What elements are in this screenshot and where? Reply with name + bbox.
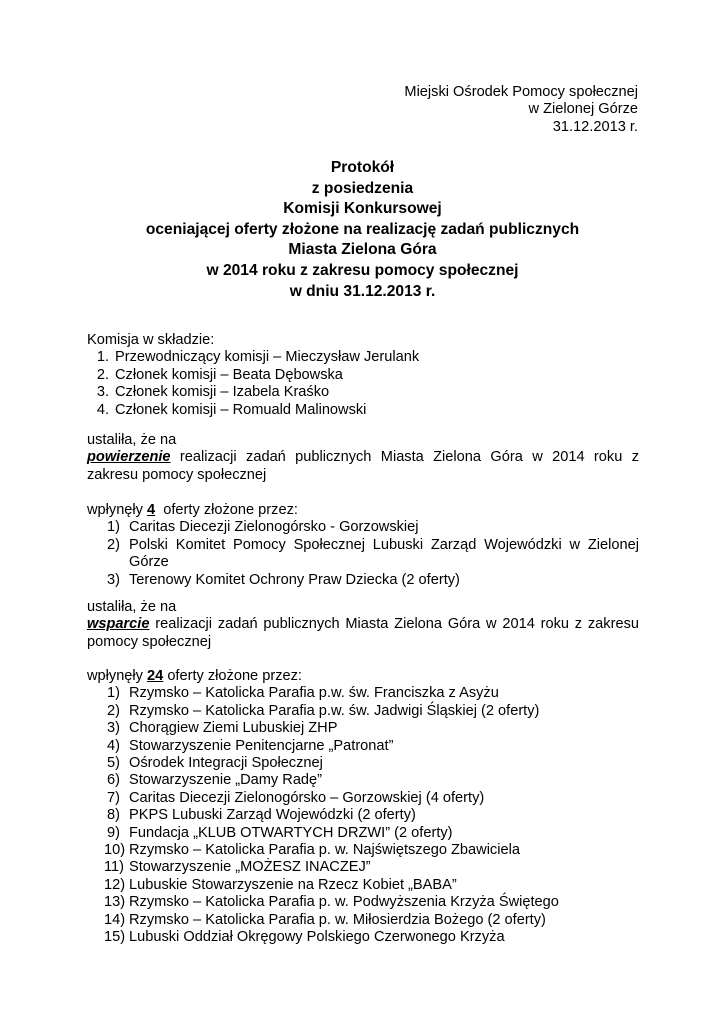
offer-text: Polski Komitet Pomocy Społecznej Lubuski Zarząd Wojewódzki w Zielonej Górze <box>129 536 639 571</box>
title-line-5: Miasta Zielona Góra <box>288 241 437 259</box>
count-prefix: wpłynęły <box>87 668 148 684</box>
entrustment-paragraph <box>87 449 639 484</box>
list-item <box>87 367 639 384</box>
support-offers-section <box>87 668 639 947</box>
list-item <box>87 384 639 401</box>
offer-text: Chorągiew Ziemi Lubuskiej ZHP <box>129 720 338 737</box>
entrustment-keyword: powierzenie <box>87 449 171 466</box>
list-number: 8) <box>107 807 120 824</box>
list-number: 9) <box>107 824 120 841</box>
list-item <box>87 519 639 536</box>
entrustment-offers-list <box>87 519 639 589</box>
title-line-6: w 2014 roku z zakresu pomocy społecznej <box>206 261 519 279</box>
count-prefix: wpłynęły <box>87 502 148 518</box>
list-number: 2) <box>107 702 120 719</box>
title-line-4: oceniającej oferty złożone na realizację zadań publicznych <box>145 220 580 238</box>
entrustment-offers-section <box>87 502 639 589</box>
list-item <box>87 790 639 807</box>
list-number: 3) <box>107 571 120 588</box>
list-item <box>87 703 639 720</box>
committee-heading: Komisja w składzie: <box>87 332 215 348</box>
offer-text: Rzymsko – Katolicka Parafia p. w. Miłosierdzia Bożego (2 oferty) <box>129 911 546 928</box>
support-paragraph <box>87 616 639 651</box>
list-item <box>87 720 639 737</box>
offer-text: Rzymsko – Katolicka Parafia p. w. Podwyższenia Krzyża Świętego <box>129 894 559 911</box>
member-text: Członek komisji – Izabela Kraśko <box>115 384 330 401</box>
list-number: 7) <box>107 789 120 806</box>
list-item <box>87 929 639 946</box>
list-item <box>87 912 639 929</box>
document-date: 31.12.2013 r. <box>552 118 638 135</box>
title-line-7: w dniu 31.12.2013 r. <box>289 282 436 300</box>
entrustment-count: 4 <box>147 502 156 518</box>
list-number: 15) <box>104 929 126 946</box>
list-item <box>87 572 639 589</box>
list-number: 4. <box>96 401 109 418</box>
list-number: 4) <box>107 737 120 754</box>
list-item <box>87 859 639 876</box>
document-title <box>85 158 640 302</box>
list-number: 1) <box>107 685 120 702</box>
count-suffix: oferty złożone przez: <box>155 502 298 518</box>
sender-institution: Miejski Ośrodek Pomocy społecznej <box>404 84 638 100</box>
list-number: 2. <box>96 366 109 383</box>
title-line-3: Komisji Konkursowej <box>283 200 442 218</box>
entrustment-count-line <box>87 502 639 519</box>
offer-text: Lubuskie Stowarzyszenie na Rzecz Kobiet „BABA” <box>129 876 457 893</box>
offer-text: Stowarzyszenie „Damy Radę” <box>129 772 323 789</box>
list-item <box>87 755 639 772</box>
list-item <box>87 807 639 824</box>
list-item <box>87 738 639 755</box>
list-number: 12) <box>104 876 126 893</box>
offer-text: PKPS Lubuski Zarząd Wojewódzki (2 oferty) <box>129 807 416 824</box>
offer-text: Stowarzyszenie „MOŻESZ INACZEJ” <box>129 859 371 876</box>
list-item <box>87 842 639 859</box>
list-number: 3) <box>107 720 120 737</box>
offer-text: Stowarzyszenie Penitencjarne „Patronat” <box>129 737 394 754</box>
list-number: 5) <box>107 755 120 772</box>
committee-section <box>87 332 639 419</box>
entrustment-intro: ustaliła, że na <box>87 432 177 448</box>
title-line-1: Protokół <box>330 159 395 176</box>
list-number: 6) <box>107 772 120 789</box>
support-section <box>87 599 639 651</box>
list-item <box>87 894 639 911</box>
member-text: Członek komisji – Beata Dębowska <box>115 366 343 383</box>
offer-text: Rzymsko – Katolicka Parafia p. w. Najświętszego Zbawiciela <box>129 842 520 859</box>
list-item <box>87 825 639 842</box>
offer-text: Rzymsko – Katolicka Parafia p.w. św. Franciszka z Asyżu <box>129 685 499 702</box>
offer-text: Rzymsko – Katolicka Parafia p.w. św. Jadwigi Śląskiej (2 oferty) <box>129 702 540 719</box>
list-number: 3. <box>96 384 109 401</box>
support-rest: realizacji zadań publicznych Miasta Zielona Góra w 2014 roku z zakresu pomocy społecznej <box>87 616 639 650</box>
list-number: 10) <box>104 842 126 859</box>
committee-members-list <box>87 349 639 419</box>
list-number: 2) <box>107 536 120 553</box>
list-item <box>87 537 639 572</box>
offer-text: Caritas Diecezji Zielonogórsko - Gorzowskiej <box>129 519 419 536</box>
sender-block <box>404 84 638 136</box>
support-keyword: wsparcie <box>87 616 150 633</box>
sender-city: w Zielonej Górze <box>528 101 638 118</box>
support-offers-list <box>87 685 639 946</box>
entrustment-rest: realizacji zadań publicznych Miasta Zielona Góra w 2014 roku z zakresu pomocy społecznej <box>87 449 639 483</box>
list-number: 11) <box>104 859 125 876</box>
list-number: 13) <box>104 894 126 911</box>
list-item <box>87 685 639 702</box>
list-number: 14) <box>104 911 126 928</box>
list-number: 1. <box>96 349 109 366</box>
title-line-2: z posiedzenia <box>311 179 414 197</box>
list-number: 1) <box>107 519 120 536</box>
offer-text: Lubuski Oddział Okręgowy Polskiego Czerwonego Krzyża <box>129 929 505 946</box>
list-item <box>87 349 639 366</box>
entrustment-section <box>87 432 639 484</box>
support-count-line <box>87 668 639 685</box>
list-item <box>87 402 639 419</box>
member-text: Przewodniczący komisji – Mieczysław Jerulank <box>115 349 420 366</box>
member-text: Członek komisji – Romuald Malinowski <box>115 401 367 418</box>
offer-text: Caritas Diecezji Zielonogórsko – Gorzowskiej (4 oferty) <box>129 789 485 806</box>
offer-text: Ośrodek Integracji Społecznej <box>129 755 323 772</box>
offer-text: Terenowy Komitet Ochrony Praw Dziecka (2 oferty) <box>129 571 460 588</box>
offer-text: Fundacja „KLUB OTWARTYCH DRZWI” (2 oferty) <box>129 824 453 841</box>
list-item <box>87 772 639 789</box>
count-suffix: oferty złożone przez: <box>163 668 302 684</box>
support-intro: ustaliła, że na <box>87 599 177 615</box>
support-count: 24 <box>147 668 164 684</box>
list-item <box>87 877 639 894</box>
